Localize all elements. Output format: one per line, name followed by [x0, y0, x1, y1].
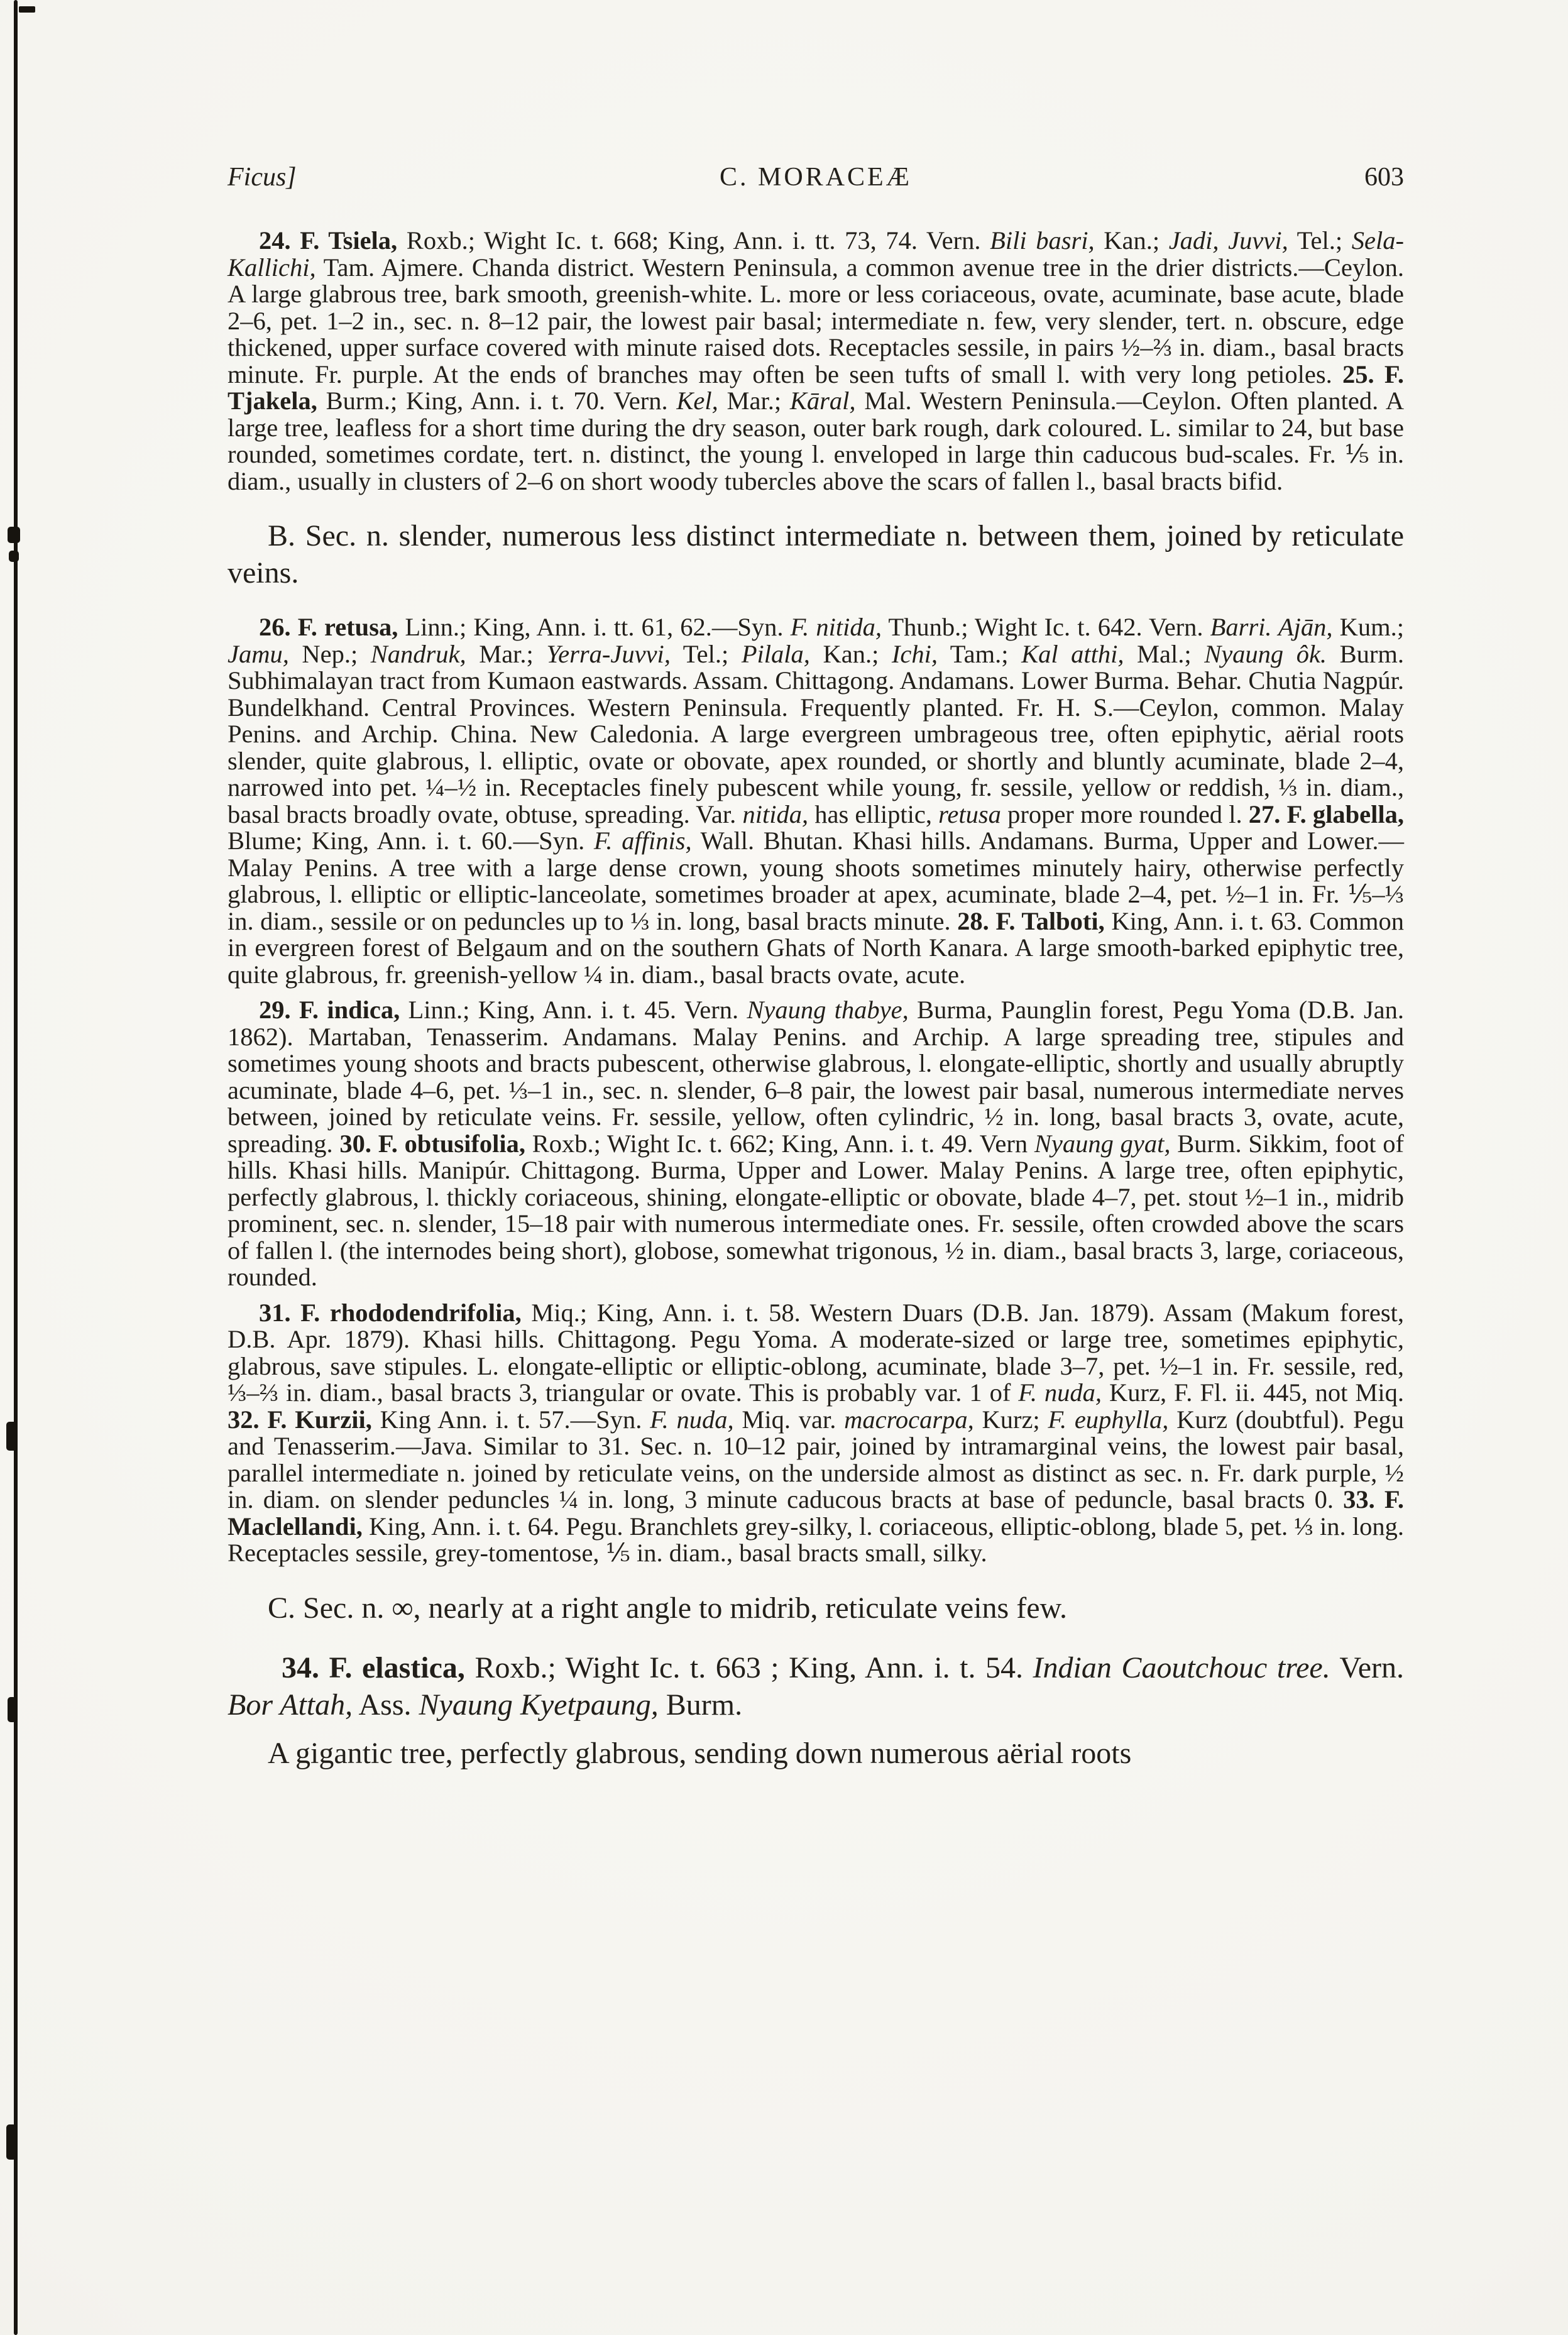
running-title-left: Ficus] — [228, 163, 297, 192]
section-key-b: B. Sec. n. slender, numerous less distinct intermediate n. between them, joined by reticulate veins. — [228, 519, 1404, 590]
page-header — [228, 162, 1404, 192]
species-entries-26-28: 26. F. retusa, Linn.; King, Ann. i. tt. 61, 62.—Syn. F. nitida, Thunb.; Wight Ic. t. 642. Vern. Barri. Ajān, Kum.; Jamu, Nep.; Nandruk, Mar.; Yerra-Juvvi, Tel.; Pilala, Kan.; Ichi, Tam.; Kal atthi, Mal.; Nyaung ôk. Burm. Subhimalayan tract from Kumaon eastwards. Assam. Chittagong. Andamans. Lower Burma. Behar. Chutia Nagpúr. Bundelkhand. Central Provinces. Western Peninsula. Frequently planted. Fr. H. S.—Ceylon, common. Malay Penins. and Archip. China. New Caledonia. A large evergreen umbrageous tree, often epiphytic, aërial roots slender, quite glabrous, l. elliptic, ovate or obovate, apex rounded, or shortly and bluntly acuminate, blade 2–4, narrowed into pet. ¼–½ in. Receptacles finely pubescent while young, fr. sessile, yellow or reddish, ⅓ in. diam., basal bracts broadly ovate, obtuse, spreading. Var. nitida, has elliptic, retusa proper more rounded l. 27. F. glabella, Blume; King, Ann. i. t. 60.—Syn. F. affinis, Wall. Bhutan. Khasi hills. Andamans. Burma, Upper and Lower.—Malay Penins. A tree with a large dense crown, young shoots sometimes minutely hairy, otherwise perfectly glabrous, l. elliptic or elliptic-lanceolate, sometimes broader at apex, acuminate, blade 2–4, pet. ½–1 in. Fr. ⅕–⅓ in. diam., sessile or on peduncles up to ⅓ in. long, basal bracts minute. 28. F. Talboti, King, Ann. i. t. 63. Common in evergreen forest of Belgaum and on the southern Ghats of North Kanara. A large smooth-barked epiphytic tree, quite glabrous, fr. greenish-yellow ¼ in. diam., basal bracts ovate, acute. — [228, 613, 1405, 989]
ink-blot — [9, 551, 19, 562]
ink-blot — [8, 1697, 16, 1722]
ink-blot — [6, 2124, 16, 2160]
section-key-c: C. Sec. n. ∞, nearly at a right angle to midrib, reticulate veins few. — [268, 1591, 1068, 1625]
species-entries-24-25: 24. F. Tsiela, Roxb.; Wight Ic. t. 668; King, Ann. i. tt. 73, 74. Vern. Bili basri, Kan.; Jadi, Juvvi, Tel.; Sela-Kallichi, Tam. Ajmere. Chanda district. Western Peninsula, a common avenue tree in the drier districts.—Ceylon. A large glabrous tree, bark smooth, greenish-white. L. more or less coriaceous, ovate, acuminate, base acute, blade 2–6, pet. 1–2 in., sec. n. 8–12 pair, the lowest pair basal; intermediate n. few, very slender, tert. n. obscure, edge thickened, upper surface covered with minute raised dots. Receptacles sessile, in pairs ½–⅔ in. diam., basal bracts minute. Fr. purple. At the ends of branches may often be seen tufts of small l. with very long petioles. 25. F. Tjakela, Burm.; King, Ann. i. t. 70. Vern. Kel, Mar.; Kāral, Mal. Western Peninsula.—Ceylon. Often planted. A large tree, leafless for a short time during the dry season, outer bark rough, dark coloured. L. similar to 24, but base rounded, sometimes cordate, tert. n. distinct, the young l. enveloped in large thin caducous bud-scales. Fr. ⅕ in. diam., usually in clusters of 2–6 on short woody tubercles above the scars of fallen l., basal bracts bifid. — [228, 226, 1405, 495]
page-number: 603 — [1364, 163, 1404, 192]
ink-blot — [8, 527, 20, 543]
page-body — [228, 228, 1404, 1772]
species-entry-34-description: A gigantic tree, perfectly glabrous, sending down numerous aërial roots — [268, 1736, 1132, 1770]
book-page — [228, 162, 1404, 1772]
species-entry-34-heading: 34. F. elastica, Roxb.; Wight Ic. t. 663 ; King, Ann. i. t. 54. Indian Caoutchouc tree. Vern. Bor Attah, Ass. Nyaung Kyetpaung, Burm. — [228, 1651, 1405, 1722]
species-entries-29-30: 29. F. indica, Linn.; King, Ann. i. t. 45. Vern. Nyaung thabye, Burma, Paunglin forest, Pegu Yoma (D.B. Jan. 1862). Martaban, Tenasserim. Andamans. Malay Penins. and Archip. A large spreading tree, stipules and sometimes young shoots and bracts pubescent, otherwise glabrous, l. elongate-elliptic, shortly and usually abruptly acuminate, blade 4–6, pet. ⅓–1 in., sec. n. slender, 6–8 pair, the lowest pair basal, numerous intermediate nerves between, joined by reticulate veins. Fr. sessile, yellow, often cylindric, ½ in. long, basal bracts 3, ovate, acute, spreading. 30. F. obtusifolia, Roxb.; Wight Ic. t. 662; King, Ann. i. t. 49. Vern Nyaung gyat, Burm. Sikkim, foot of hills. Khasi hills. Manipúr. Chittagong. Burma, Upper and Lower. Malay Penins. A large tree, often epiphytic, perfectly glabrous, l. thickly coriaceous, shining, elongate-elliptic or obovate, blade 4–7, pet. stout ½–1 in., midrib prominent, sec. n. slender, 15–18 pair with numerous intermediate ones. Fr. sessile, often crowded above the scars of fallen l. (the internodes being short), globose, somewhat trigonous, ½ in. diam., basal bracts 3, large, coriaceous, rounded. — [228, 996, 1404, 1291]
scan-binding-edge — [14, 0, 18, 2335]
scan-corner-mark — [19, 6, 35, 13]
ink-blot — [6, 1422, 18, 1451]
species-entries-31-33: 31. F. rhododendrifolia, Miq.; King, Ann. i. t. 58. Western Duars (D.B. Jan. 1879). Assam (Makum forest, D.B. Apr. 1879). Khasi hills. Chittagong. Pegu Yoma. A moderate-sized or large tree, sometimes epiphytic, glabrous, save stipules. L. elongate-elliptic or elliptic-oblong, acuminate, blade 3–7, pet. ½–1 in. Fr. sessile, red, ⅓–⅔ in. diam., basal bracts 3, triangular or ovate. This is probably var. 1 of F. nuda, Kurz, F. Fl. ii. 445, not Miq. 32. F. Kurzii, King Ann. i. t. 57.—Syn. F. nuda, Miq. var. macrocarpa, Kurz; F. euphylla, Kurz (doubtful). Pegu and Tenasserim.—Java. Similar to 31. Sec. n. 10–12 pair, joined by intramarginal veins, the lowest pair basal, parallel intermediate n. joined by reticulate veins, on the underside almost as distinct as sec. n. Fr. dark purple, ½ in. diam. on slender peduncles ¼ in. long, 3 minute caducous bracts at base of peduncle, basal bracts 0. 33. F. Maclellandi, King, Ann. i. t. 64. Pegu. Branchlets grey-silky, l. coriaceous, elliptic-oblong, blade 5, pet. ⅓ in. long. Receptacles sessile, grey-tomentose, ⅕ in. diam., basal bracts small, silky. — [228, 1298, 1404, 1567]
running-title-center: C. MORACEÆ — [719, 163, 913, 192]
